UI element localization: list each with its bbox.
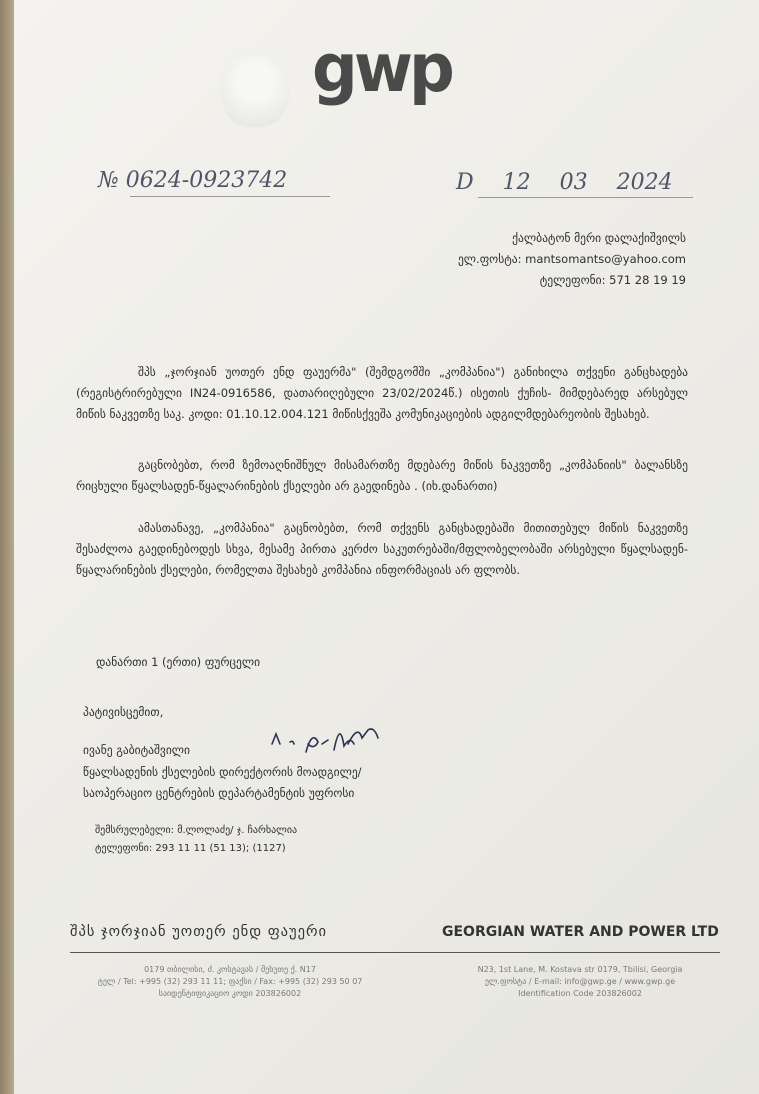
body-paragraph-2: გაცნობებთ, რომ ზემოაღნიშნულ მისამართზე მდებარე მიწის ნაკვეთზე „კომპანიის" ბალანსზე რიცხული წყალსადენ-წყალარინების ქსელები არ გაედინება . (იხ.დანართი) [76, 458, 688, 493]
footer-right-email: ელ.ფოსტა / E-mail: info@gwp.ge / www.gwp.ge [484, 977, 676, 986]
company-logo: gwp [312, 30, 451, 108]
letter-number: № 0624-0923742 [98, 168, 288, 193]
body-paragraph-3: ამასთანავე, „კომპანია" გაცნობებთ, რომ თქვენს განცხადებაში მითითებულ მიწის ნაკვეთზე შესაძლოა გაედინებოდეს სხვა, მესამე პირთა კერძო საკუთრებაში/მფლობელობაში არსებული წყალსადენ-წყალარინების ქსელები, რომელთა შესახებ კომპანია ინფორმაციას არ ფლობს. [76, 521, 688, 577]
footer-left-code: საიდენტიფიკაციო კოდი 203826002 [158, 989, 302, 998]
letter-number-underline [130, 196, 330, 197]
recipient-phone: ტელეფონი: 571 28 19 19 [539, 273, 686, 287]
signature [266, 714, 396, 756]
footer-right-code: Identification Code 203826002 [518, 989, 642, 998]
date-underline [478, 197, 693, 198]
signatory-title-line2: საოპერაციო ცენტრების დეპარტამენტის უფროსი [83, 786, 355, 800]
recipient-name: ქალბატონ მერი დალაქიშვილს [512, 231, 686, 245]
attachment-note: დანართი 1 (ერთი) ფურცელი [96, 655, 261, 669]
body-paragraph-1: შპს „ჯორჯიან უოთერ ენდ ფაუერმა" (შემდგომში „კომპანია") განიხილა თქვენი განცხადება (რეგისტრირებული IN24-0916586, დათარიღებული 23/02/2024წ.) ისეთის ქუჩის- მიმდებარედ არსებულ მიწის ნაკვეთზე საკ. კოდი: 01.10.12.004.121 მიწისქვეშა კომუნიკაციების ადგილმდებარეობის შესახებ. [76, 365, 688, 421]
footer-divider [70, 952, 720, 953]
recipient-email: ელ.ფოსტა: mantsomantso@yahoo.com [457, 252, 686, 266]
signatory-title-line1: წყალსადენის ქსელების დირექტორის მოადგილე/ [83, 765, 362, 779]
paper-edge-shadow [0, 0, 14, 1094]
closing-regards: პატივისცემით, [83, 705, 164, 719]
water-drop-icon [220, 50, 290, 130]
footer-company-georgian: შპს ჯორჯიან უოთერ ენდ ფაუერი [70, 924, 328, 940]
signatory-name: ივანე გაბიტაშვილი [83, 743, 190, 757]
footer-right-address: N23, 1st Lane, M. Kostava str 0179, Tbilisi, Georgia [477, 965, 683, 974]
footer-company-english: GEORGIAN WATER AND POWER LTD [442, 924, 719, 940]
footer-left-address: 0179 თბილისი, ძ. კოსტავას / მეხუთე ქ. N17 [144, 965, 316, 974]
prepared-by: შემსრულებელი: მ.ლოლაძე/ ჯ. ჩარხალია [95, 825, 298, 836]
letter-date: D 12 03 2024 [456, 170, 673, 195]
footer-left-phone: ტელ / Tel: +995 (32) 293 11 11; ფაქსი / Fax: +995 (32) 293 50 07 [97, 977, 363, 986]
prepared-phone: ტელეფონი: 293 11 11 (51 13); (1127) [95, 843, 286, 854]
